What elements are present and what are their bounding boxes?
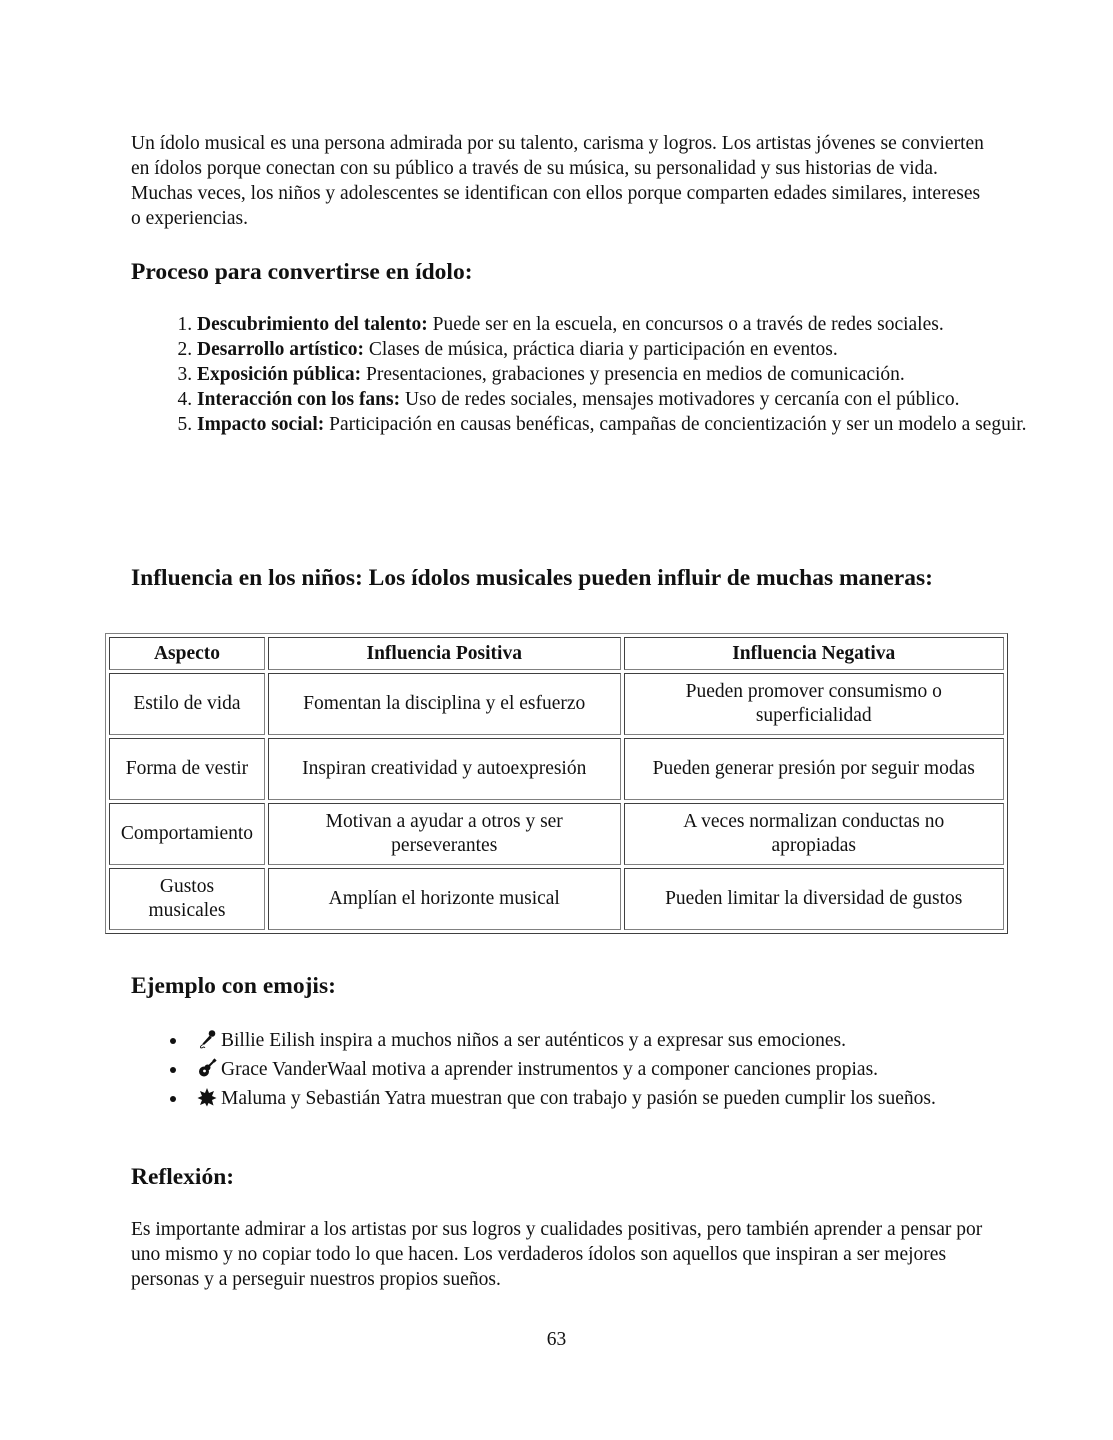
table-row <box>109 803 1004 865</box>
process-step <box>197 387 1057 412</box>
column-header-positive: Influencia Positiva <box>268 637 621 670</box>
process-heading: Proceso para convertirse en ídolo: <box>131 259 473 285</box>
step-title: Exposición pública: <box>197 364 362 385</box>
cell-aspect: Gustos musicales <box>109 868 265 930</box>
influence-table <box>105 633 1008 934</box>
step-text: Clases de música, práctica diaria y participación en eventos. <box>363 339 838 360</box>
guitar-icon <box>197 1058 217 1078</box>
list-item <box>197 1057 1057 1082</box>
cell-positive: Inspiran creatividad y autoexpresión <box>268 738 621 800</box>
process-step <box>197 362 1057 387</box>
process-step <box>197 412 1057 437</box>
reflection-paragraph: Es importante admirar a los artistas por sus logros y cualidades positivas, pero también aprender a pensar por uno mismo y no copiar todo lo que hacen. Los verdaderos ídolos son aquellos que inspiran a ser mejores personas y a perseguir nuestros propios sueños. <box>131 1219 983 1290</box>
process-step <box>197 312 1057 337</box>
example-text: Billie Eilish inspira a muchos niños a ser auténticos y a expresar sus emociones. <box>221 1030 846 1051</box>
step-text: Presentaciones, grabaciones y presencia en medios de comunicación. <box>361 364 905 385</box>
step-title: Impacto social: <box>197 414 325 435</box>
step-title: Descubrimiento del talento: <box>197 314 428 335</box>
table-header-row <box>109 637 1004 670</box>
cell-negative: Pueden promover consumismo o superficialidad <box>624 673 1005 735</box>
step-text: Uso de redes sociales, mensajes motivadores y cercanía con el público. <box>400 389 960 410</box>
example-text: Grace VanderWaal motiva a aprender instrumentos y a componer canciones propias. <box>221 1059 879 1080</box>
cell-aspect: Comportamiento <box>109 803 265 865</box>
influence-heading-rest: Los ídolos musicales pueden influir de muchas maneras: <box>362 565 933 591</box>
list-item <box>197 1086 1057 1111</box>
cell-aspect: Estilo de vida <box>109 673 265 735</box>
process-steps-list <box>131 312 1057 437</box>
cell-negative: Pueden generar presión por seguir modas <box>624 738 1005 800</box>
cell-positive: Fomentan la disciplina y el esfuerzo <box>268 673 621 735</box>
step-text: Puede ser en la escuela, en concursos o a través de redes sociales. <box>427 314 944 335</box>
table-row <box>109 673 1004 735</box>
cell-positive: Motivan a ayudar a otros y ser perseverantes <box>268 803 621 865</box>
examples-heading: Ejemplo con emojis: <box>131 973 336 999</box>
examples-list <box>131 1028 1057 1115</box>
cell-aspect: Forma de vestir <box>109 738 265 800</box>
example-text: Maluma y Sebastián Yatra muestran que con trabajo y pasión se pueden cumplir los sueños. <box>221 1088 936 1109</box>
cell-negative: A veces normalizan conductas no apropiadas <box>624 803 1005 865</box>
list-item <box>197 1028 1057 1053</box>
column-header-aspect: Aspecto <box>109 637 265 670</box>
influence-heading-bold: Influencia en los niños: <box>131 565 363 591</box>
table-row <box>109 738 1004 800</box>
column-header-negative: Influencia Negativa <box>624 637 1005 670</box>
star-burst-icon <box>197 1087 217 1107</box>
cell-negative: Pueden limitar la diversidad de gustos <box>624 868 1005 930</box>
step-title: Desarrollo artístico: <box>197 339 364 360</box>
step-title: Interacción con los fans: <box>197 389 401 410</box>
step-text: Participación en causas benéficas, campañas de concientización y ser un modelo a seguir. <box>324 414 1027 435</box>
microphone-icon <box>197 1029 217 1049</box>
reflection-heading: Reflexión: <box>131 1164 235 1190</box>
process-step <box>197 337 1057 362</box>
page-number: 63 <box>546 1329 567 1350</box>
cell-positive: Amplían el horizonte musical <box>268 868 621 930</box>
table-row <box>109 868 1004 930</box>
intro-paragraph: Un ídolo musical es una persona admirada por su talento, carisma y logros. Los artistas jóvenes se convierten en ídolos porque conectan con su público a través de su música, su personalidad y sus historias de vida. Muchas veces, los niños y adolescentes se identifican con ellos porque comparten edades similares, intereses o experiencias. <box>131 133 984 229</box>
influence-heading <box>131 563 1031 593</box>
